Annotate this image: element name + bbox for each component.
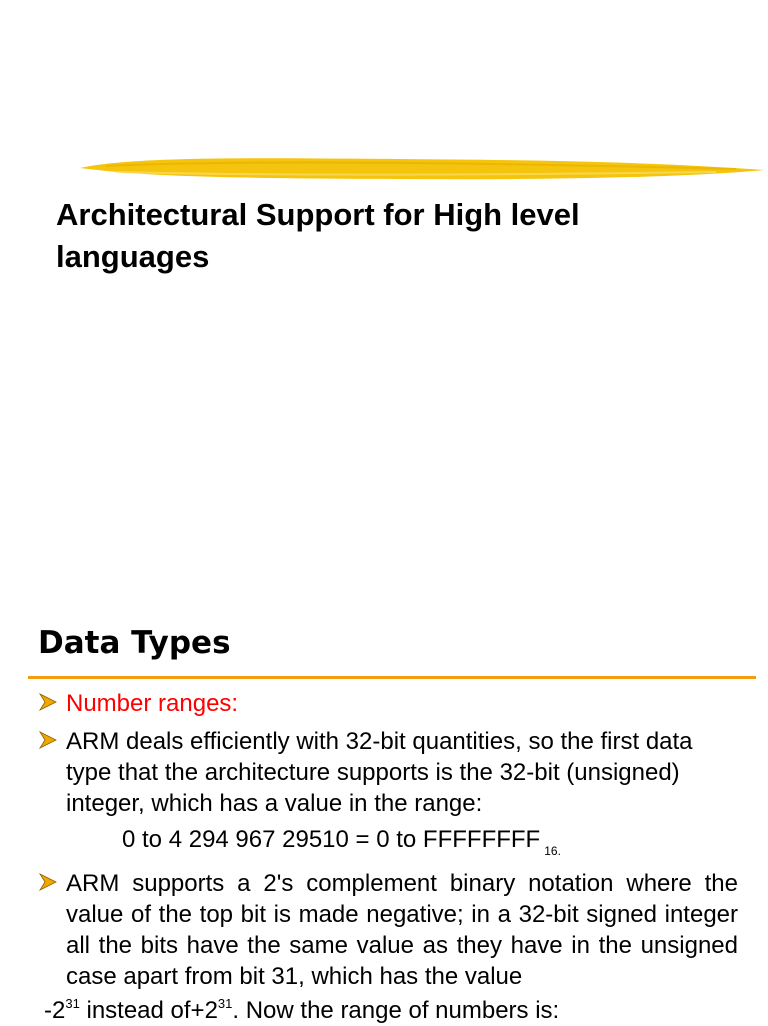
- line-text: . Now the range of numbers is:: [232, 997, 560, 1024]
- section-title: Data Types: [38, 625, 231, 661]
- arrowhead-bullet-icon: [38, 872, 58, 892]
- line-text: instead of+2: [79, 997, 218, 1024]
- bullet-text: ARM supports a 2's complement binary notation where the value of the top bit is made negative; in a 32-bit signed integer all the bits have the same value as they have in the unsigned case apart from bit 31, which has the value: [66, 870, 738, 990]
- bullet-text: ARM deals efficiently with 32-bit quantities, so the first data type that the architecture supports is the 32-bit (unsigned) integer, which has a value in the range:: [66, 728, 693, 817]
- exponent: 31: [65, 996, 80, 1011]
- bullet-text: Number ranges:: [66, 690, 239, 717]
- page-title: Architectural Support for High level languages: [56, 197, 580, 274]
- base-subscript: 16.: [544, 844, 561, 858]
- range-unsigned: [122, 824, 561, 867]
- bullet-item: [38, 726, 738, 819]
- title-underline: [28, 676, 756, 679]
- exponent: 31: [217, 996, 233, 1011]
- arrowhead-bullet-icon: [38, 730, 58, 750]
- arrowhead-bullet-icon: [38, 692, 58, 712]
- brush-stroke-decoration: [76, 150, 768, 186]
- line-text: -2: [44, 997, 66, 1024]
- bullet-item: [38, 688, 738, 719]
- range-text: 0 to 4 294 967 29510 = 0 to FFFFFFFF: [122, 826, 541, 853]
- signed-range-line: [44, 995, 559, 1026]
- slide-data-types: [0, 606, 768, 1024]
- bullet-item: [38, 868, 738, 992]
